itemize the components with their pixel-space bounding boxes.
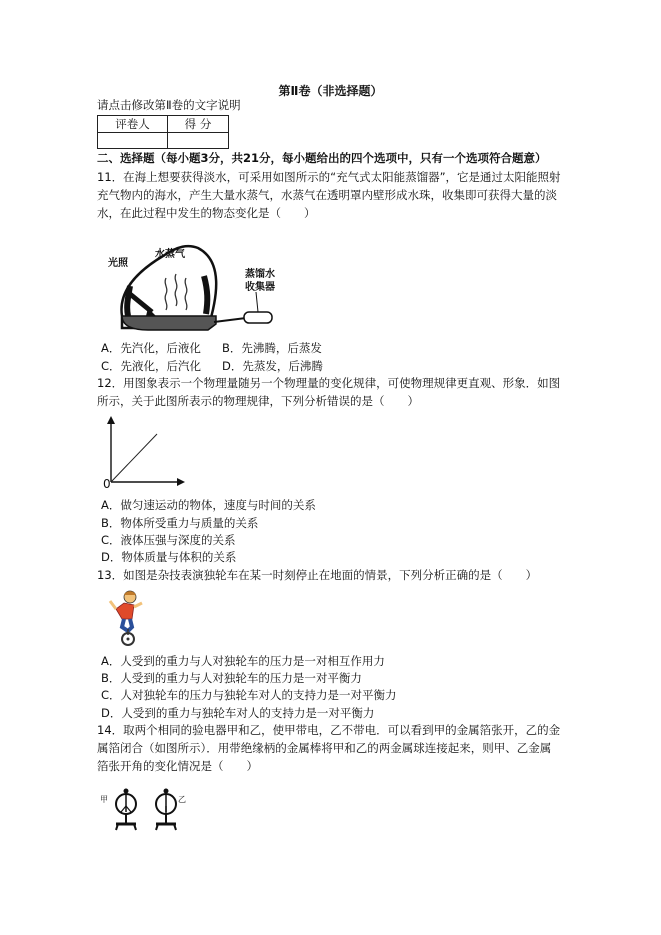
section-heading: 二、选择题（每小题3分，共21分，每小题给出的四个选项中，只有一个选项符合题意） (97, 151, 547, 165)
q12-option-b[interactable]: B．物体所受重力与质量的关系 (101, 516, 259, 530)
fig-label-collector-2: 收集器 (245, 282, 275, 293)
score-table (97, 115, 229, 149)
unicycle-performer-figure (106, 589, 146, 647)
q14-line-3: 箔张开角的变化情况是（ ） (97, 759, 258, 773)
q11-option-a[interactable]: A．先汽化，后液化 (101, 341, 201, 355)
score-cell[interactable] (168, 133, 229, 149)
section-title: 第Ⅱ卷（非选择题） (278, 84, 383, 98)
fig-label-collector-1: 蒸馏水 (245, 269, 275, 280)
q13-option-d[interactable]: D．人受到的重力与独轮车对人的支持力是一对平衡力 (101, 706, 375, 720)
q11-line-2: 充气物内的海水，产生大量水蒸气，水蒸气在透明罩内壁形成水珠，收集即可获得大量的淡 (97, 188, 557, 202)
q12-line-2: 所示，关于此图所表示的物理规律，下列分析错误的是（ ） (97, 394, 419, 408)
q11-line-3: 水，在此过程中发生的物态变化是（ ） (97, 206, 316, 220)
graph-origin-label: 0 (103, 477, 111, 491)
solar-still-figure (108, 236, 308, 336)
fig-label-vapor: 水蒸气 (155, 249, 185, 260)
score-header: 得 分 (168, 116, 229, 133)
q13-option-b[interactable]: B．人受到的重力与人对独轮车的压力是一对平衡力 (101, 671, 362, 685)
q13-option-a[interactable]: A．人受到的重力与人对独轮车的压力是一对相互作用力 (101, 654, 385, 668)
q12-option-a[interactable]: A．做匀速运动的物体，速度与时间的关系 (101, 498, 316, 512)
q14-line-2: 属箔闭合（如图所示）．用带绝缘柄的金属棒将甲和乙的两金属球连接起来，则甲、乙金属 (97, 741, 552, 755)
q14-line-1: 14．取两个相同的验电器甲和乙，使甲带电，乙不带电．可以看到甲的金属箔张开，乙的金 (97, 723, 561, 737)
grader-cell[interactable] (98, 133, 168, 149)
linear-graph-figure (103, 416, 185, 488)
q11-option-c[interactable]: C．先液化，后汽化 (101, 359, 202, 373)
grader-header: 评卷人 (98, 116, 168, 133)
q12-option-c[interactable]: C．液体压强与深度的关系 (101, 533, 236, 547)
electroscope-jia-label: 甲 (100, 795, 108, 804)
q12-option-d[interactable]: D．物体质量与体积的关系 (101, 550, 237, 564)
q11-option-d[interactable]: D．先蒸发，后沸腾 (222, 359, 323, 373)
fig-label-light: 光照 (108, 258, 128, 269)
edit-note[interactable]: 请点击修改第Ⅱ卷的文字说明 (97, 98, 241, 112)
q11-option-b[interactable]: B．先沸腾，后蒸发 (222, 341, 322, 355)
q13-line-1: 13．如图是杂技表演独轮车在某一时刻停止在地面的情景，下列分析正确的是（ ） (97, 568, 538, 582)
q13-option-c[interactable]: C．人对独轮车的压力与独轮车对人的支持力是一对平衡力 (101, 688, 397, 702)
q12-line-1: 12．用图象表示一个物理量随另一个物理量的变化规律，可使物理规律更直观、形象．如图 (97, 376, 561, 390)
q11-line-1: 11．在海上想要获得淡水，可采用如图所示的“充气式太阳能蒸馏器”，它是通过太阳能照射 (97, 170, 561, 184)
electroscope-yi-label: 乙 (178, 795, 186, 804)
